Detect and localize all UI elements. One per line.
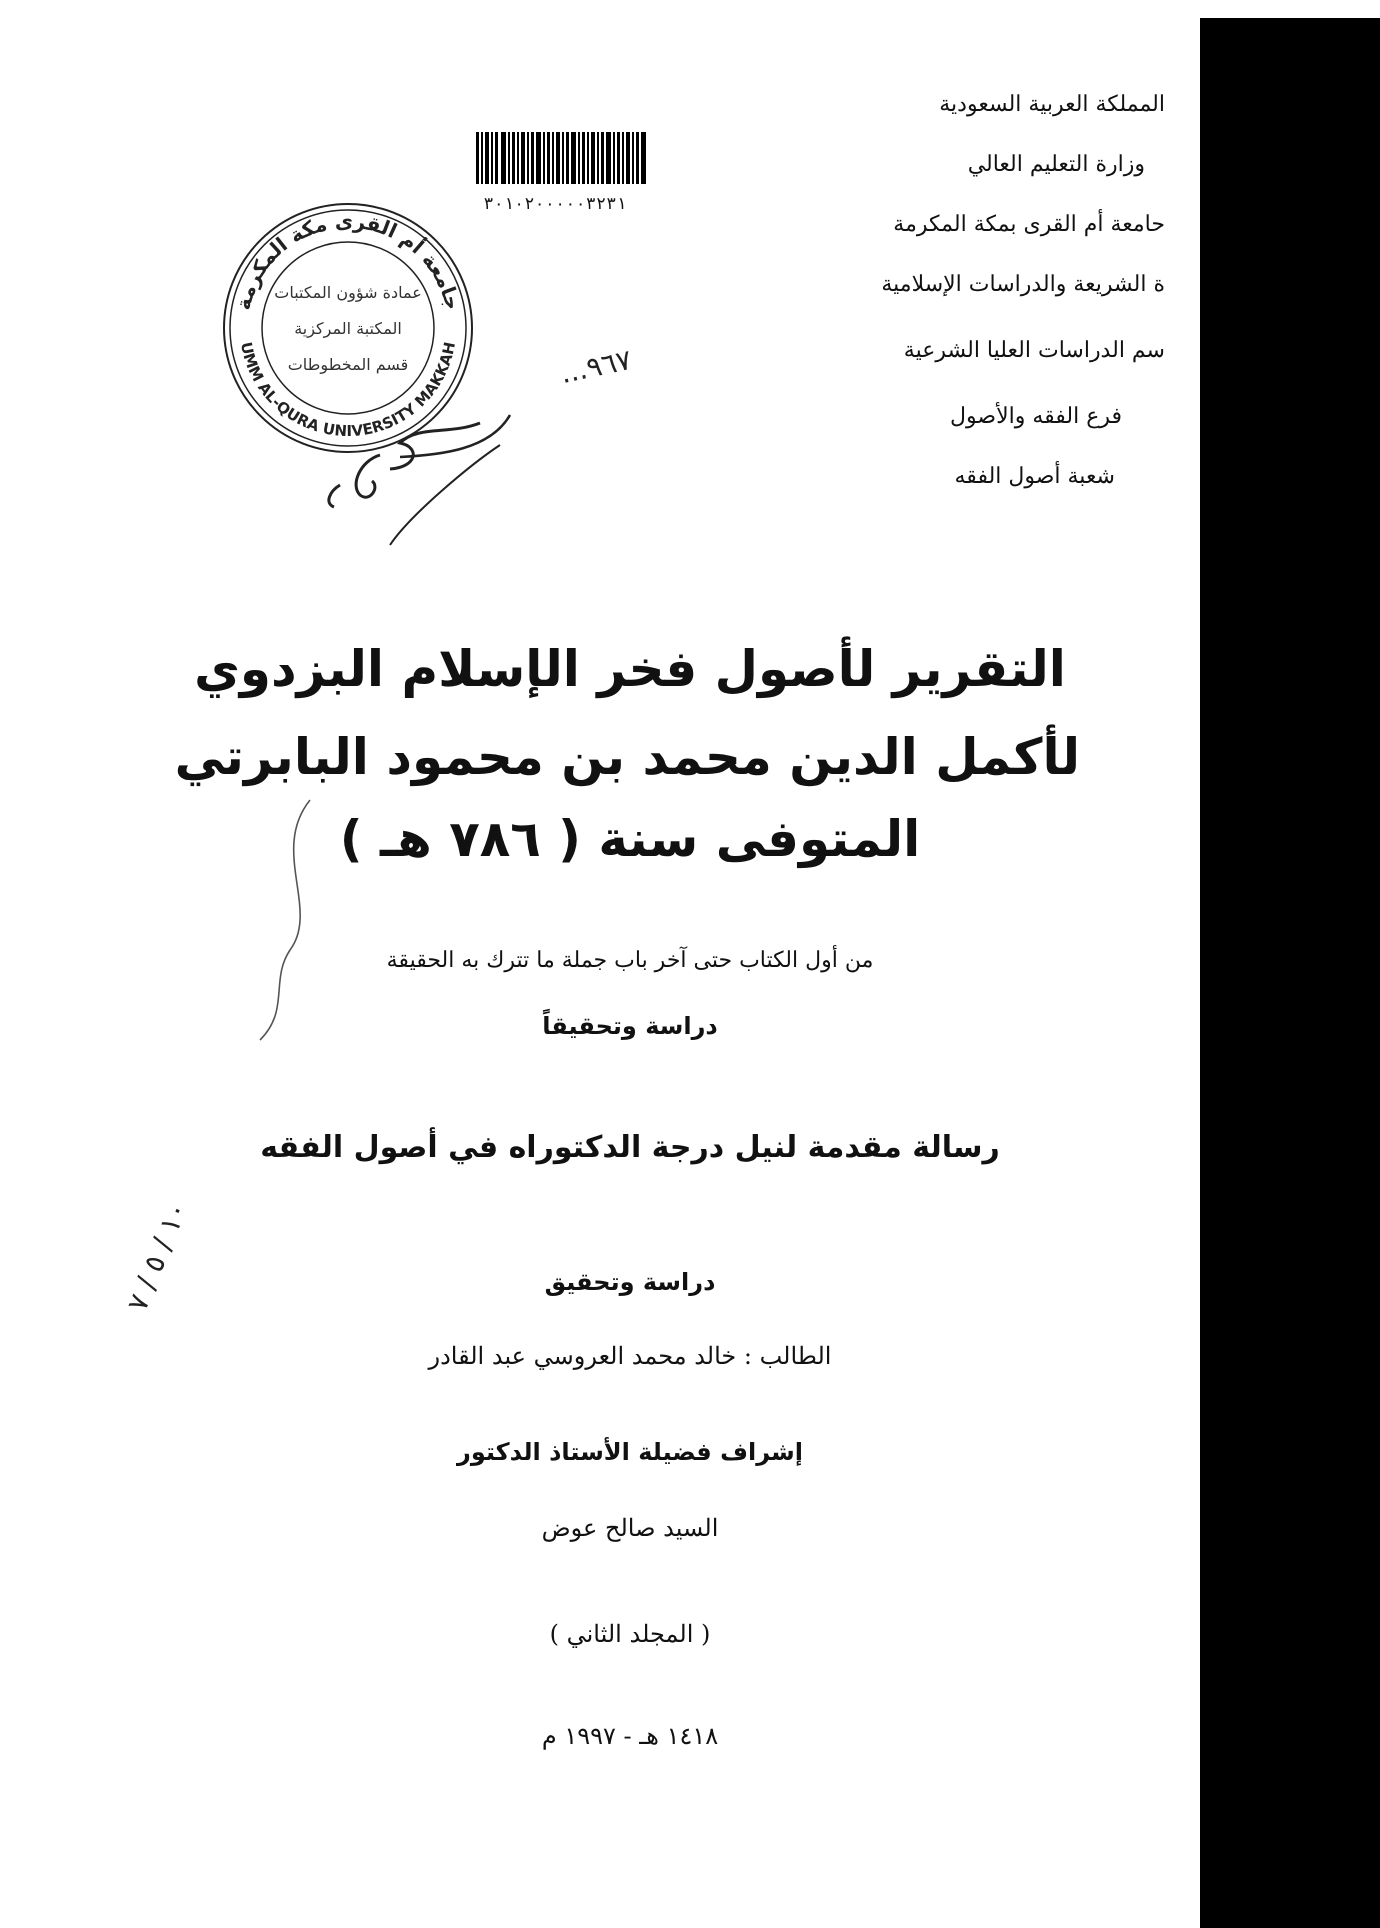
publication-date: ١٤١٨ هـ - ١٩٩٧ م xyxy=(541,1722,719,1750)
study-investigation: دراسة وتحقيق xyxy=(544,1268,716,1296)
supervision-label: إشراف فضيلة الأستاذ الدكتور xyxy=(457,1438,803,1466)
header-line-department: سم الدراسات العليا الشرعية xyxy=(903,338,1165,363)
header-line-kingdom: المملكة العربية السعودية xyxy=(939,92,1165,117)
header-line-college: ة الشريعة والدراسات الإسلامية xyxy=(881,272,1165,297)
stamp-inner-line: المكتبة المركزية xyxy=(294,319,402,338)
barcode-number: ٣٠١٠٢٠٠٠٠٠٣٢٣١ xyxy=(483,194,627,214)
student-name: الطالب : خالد محمد العروسي عبد القادر xyxy=(428,1342,832,1370)
header-line-ministry: وزارة التعليم العالي xyxy=(967,152,1145,177)
handwritten-number: ٩٦٧... xyxy=(557,342,635,391)
stamp-inner-line: قسم المخطوطات xyxy=(287,355,409,374)
supervisor-name: السيد صالح عوض xyxy=(541,1514,719,1542)
library-stamp xyxy=(218,198,478,458)
barcode-image xyxy=(472,128,652,188)
book-title: التقرير لأصول فخر الإسلام البزدوي xyxy=(194,640,1066,698)
handwritten-margin-note: ١٠ / ٥ / ٧ xyxy=(120,1197,195,1316)
author-death-year: المتوفى سنة ( ٧٨٦ هـ ) xyxy=(339,810,921,868)
author-name: لأكمل الدين محمد بن محمود البابرتي xyxy=(174,728,1080,786)
header-line-section: شعبة أصول الفقه xyxy=(954,464,1115,489)
study-label: دراسة وتحقيقاً xyxy=(542,1012,718,1040)
stamp-inner-line: عمادة شؤون المكتبات xyxy=(274,283,422,302)
scan-edge-bar xyxy=(1200,18,1380,1928)
stamp-english-ring: UMM AL-QURA UNIVERSITY MAKKAH xyxy=(236,340,460,441)
scope-line: من أول الكتاب حتى آخر باب جملة ما تترك به الحقيقة xyxy=(386,948,874,973)
stamp-arabic-ring: جامعة أم القرى مكة المكرمة xyxy=(230,208,466,313)
thesis-statement: رسالة مقدمة لنيل درجة الدكتوراه في أصول الفقه xyxy=(260,1130,1000,1165)
header-line-university: حامعة أم القرى بمكة المكرمة xyxy=(893,212,1165,237)
header-line-branch: فرع الفقه والأصول xyxy=(950,404,1122,429)
volume-label: ( المجلد الثاني ) xyxy=(549,1620,711,1648)
